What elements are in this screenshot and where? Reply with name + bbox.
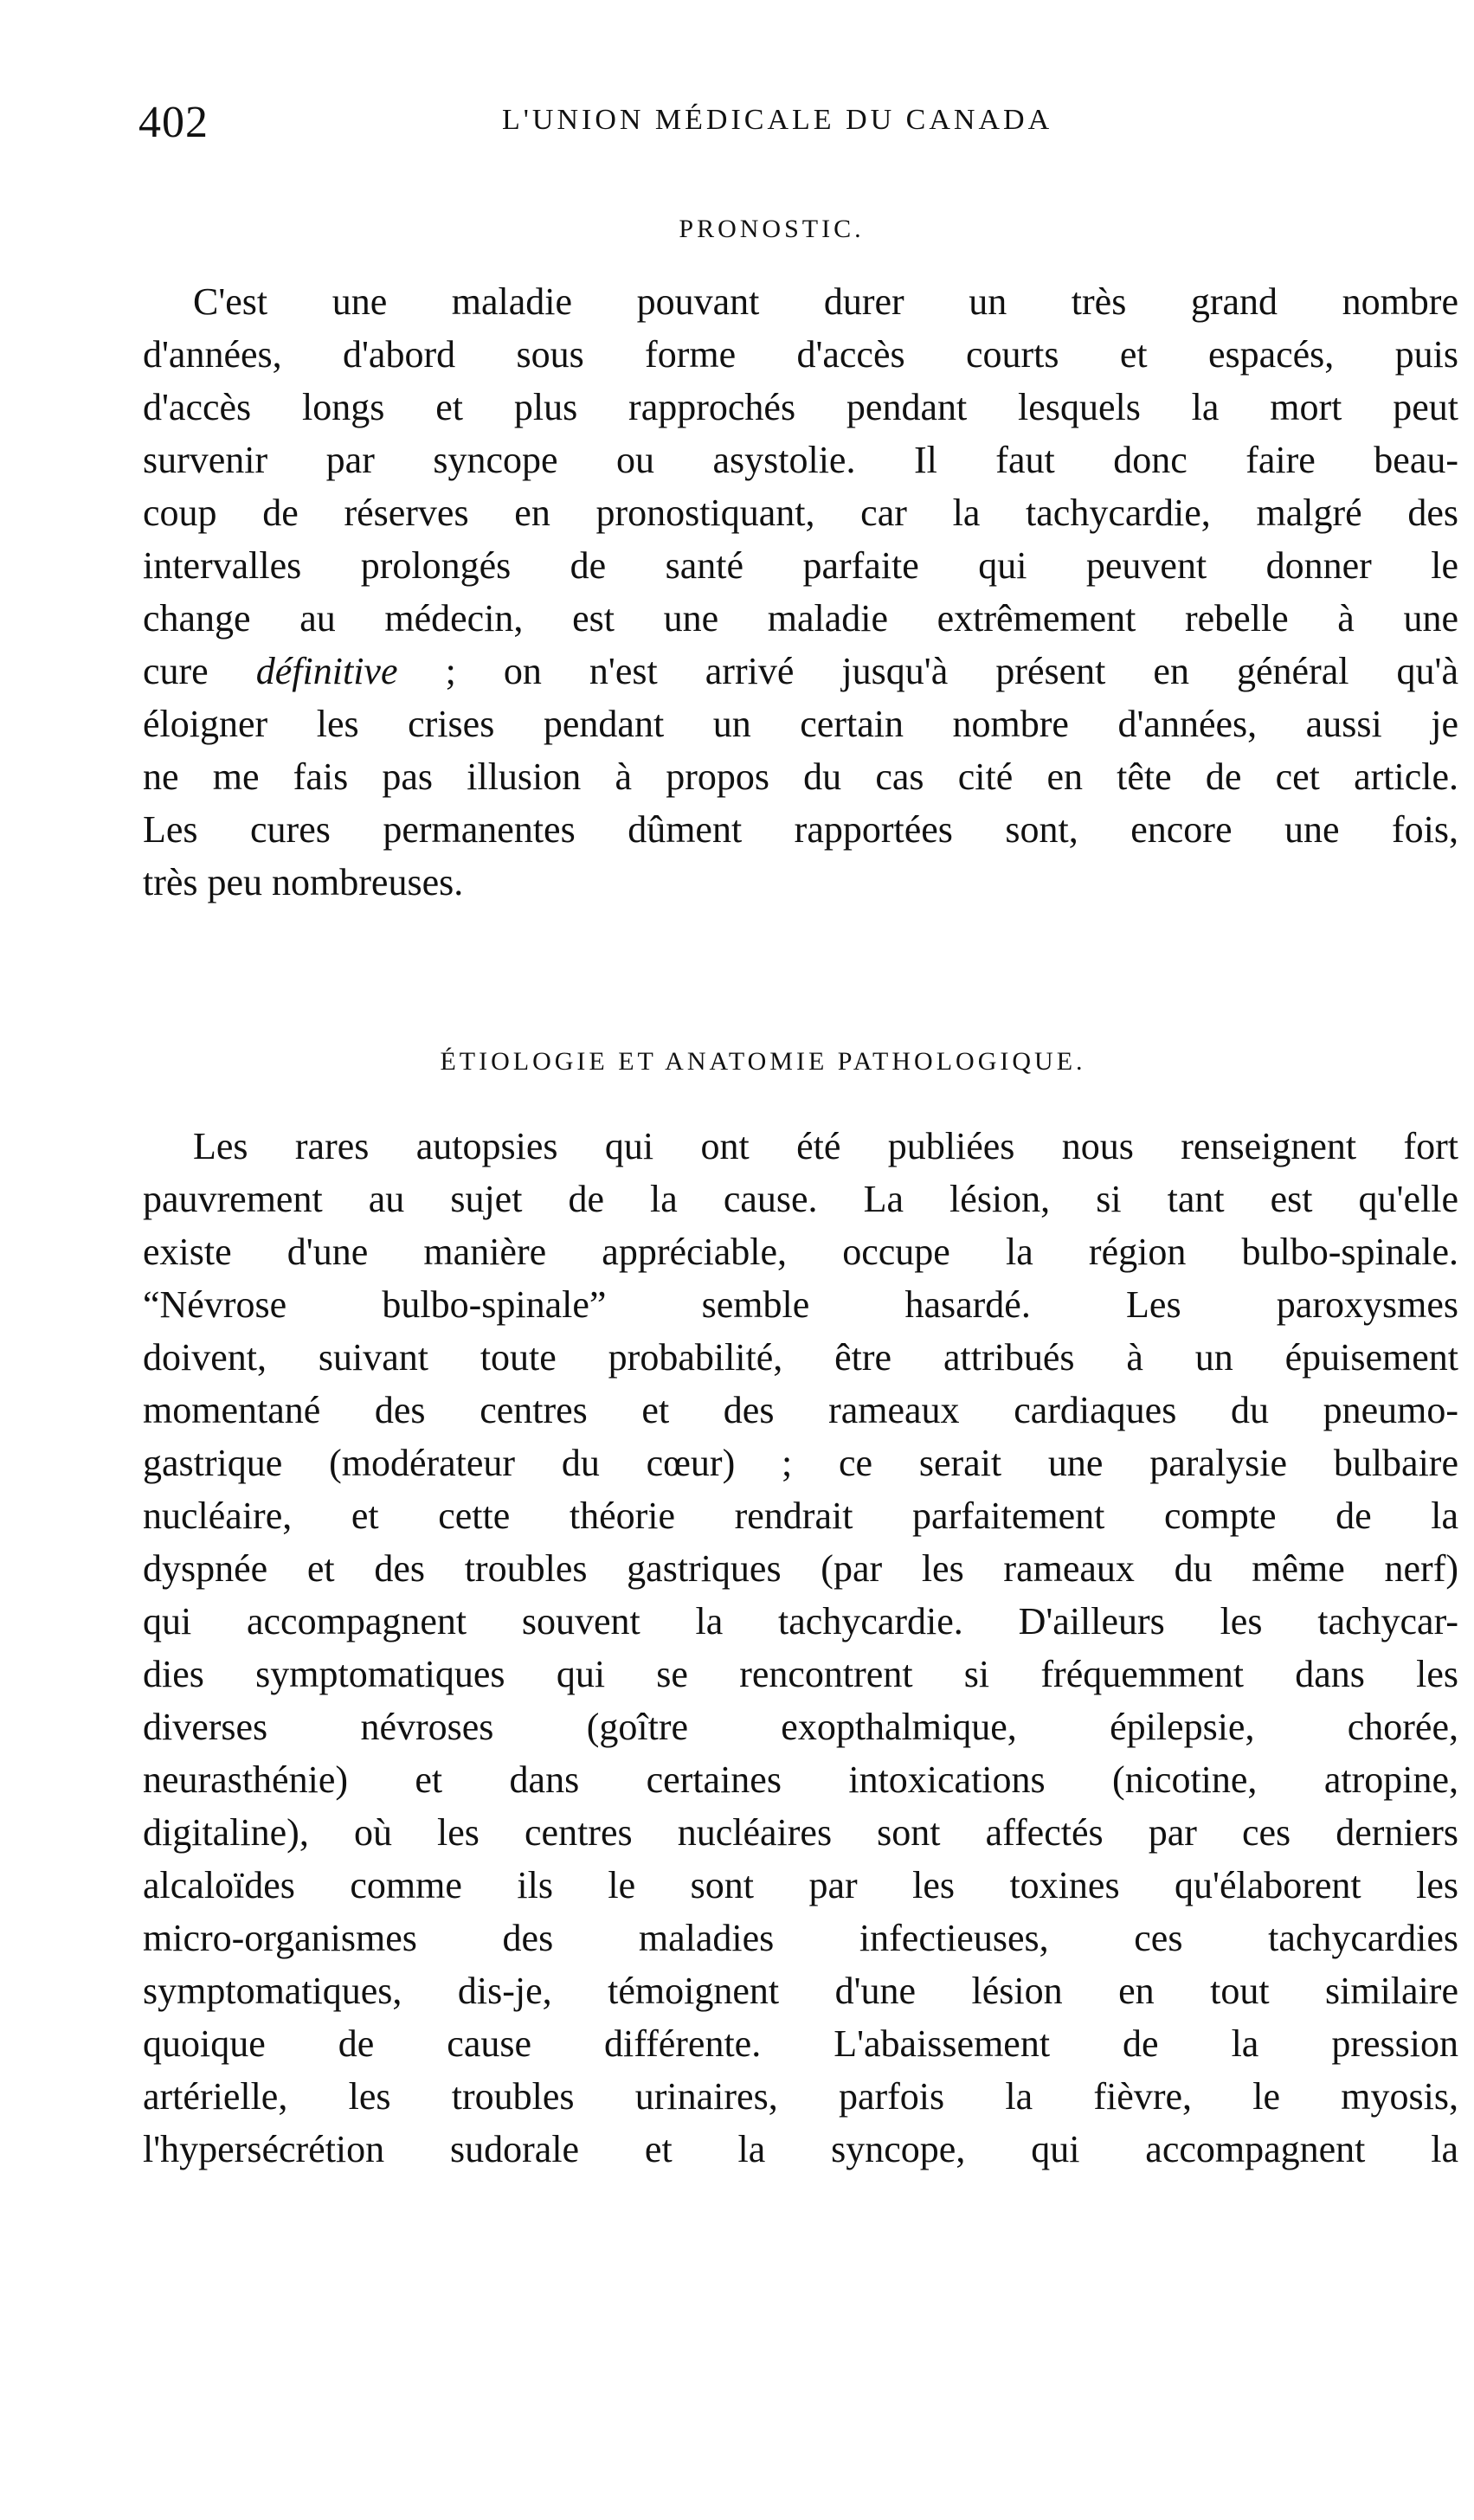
text-line: très peu nombreuses. bbox=[143, 861, 464, 903]
text-line: intervalles prolongés de santé parfaite qui peuvent donner le bbox=[143, 544, 1458, 587]
text-line: d'accès longs et plus rapprochés pendant lesquels la mort peut bbox=[143, 386, 1458, 428]
text-line: pauvrement au sujet de la cause. La lésion, si tant est qu'elle bbox=[143, 1178, 1458, 1220]
section-title-etiologie: ÉTIOLOGIE ET ANATOMIE PATHOLOGIQUE. bbox=[440, 1047, 1086, 1076]
page-number: 402 bbox=[138, 98, 209, 147]
section-title-pronostic: PRONOSTIC. bbox=[679, 215, 865, 243]
running-head: L'UNION MÉDICALE DU CANADA bbox=[502, 104, 1053, 136]
text-line: nucléaire, et cette théorie rendrait parfaitement compte de la bbox=[143, 1495, 1458, 1537]
text-line: momentané des centres et des rameaux cardiaques du pneumo- bbox=[143, 1389, 1458, 1431]
text-line: “Névrose bulbo-spinale” semble hasardé. Les paroxysmes bbox=[143, 1283, 1458, 1326]
text-line: micro-organismes des maladies infectieuses, ces tachycardies bbox=[143, 1917, 1458, 1959]
text-line: dyspnée et des troubles gastriques (par les rameaux du même nerf) bbox=[143, 1547, 1458, 1590]
text-line: diverses névroses (goître exopthalmique, épilepsie, chorée, bbox=[143, 1706, 1458, 1748]
text-line: existe d'une manière appréciable, occupe la région bulbo-spinale. bbox=[143, 1231, 1458, 1273]
text-line: symptomatiques, dis-je, témoignent d'une lésion en tout similaire bbox=[143, 1970, 1458, 2012]
text-line: qui accompagnent souvent la tachycardie. D'ailleurs les tachycar- bbox=[143, 1600, 1458, 1642]
paragraph-pronostic bbox=[143, 275, 1458, 909]
text-line: alcaloïdes comme ils le sont par les toxines qu'élaborent les bbox=[143, 1864, 1458, 1906]
emphasis-word: définitive bbox=[255, 650, 398, 692]
text-line: cure définitive ; on n'est arrivé jusqu'à présent en général qu'à bbox=[143, 650, 1458, 692]
text-line: survenir par syncope ou asystolie. Il faut donc faire beau- bbox=[143, 439, 1458, 481]
text-line: d'années, d'abord sous forme d'accès courts et espacés, puis bbox=[143, 333, 1458, 376]
text-line: digitaline), où les centres nucléaires sont affectés par ces derniers bbox=[143, 1811, 1458, 1854]
text-line: éloigner les crises pendant un certain nombre d'années, aussi je bbox=[143, 703, 1458, 745]
text-line: change au médecin, est une maladie extrêmement rebelle à une bbox=[143, 597, 1458, 640]
text-line: l'hypersécrétion sudorale et la syncope, qui accompagnent la bbox=[143, 2128, 1458, 2170]
text-line: neurasthénie) et dans certaines intoxications (nicotine, atropine, bbox=[143, 1758, 1458, 1801]
paragraph-etiologie bbox=[143, 1120, 1458, 2176]
text-line: artérielle, les troubles urinaires, parfois la fièvre, le myosis, bbox=[143, 2075, 1458, 2118]
text-line: doivent, suivant toute probabilité, être attribués à un épuisement bbox=[143, 1336, 1458, 1379]
text-line: Les rares autopsies qui ont été publiées nous renseignent fort bbox=[193, 1125, 1458, 1167]
text-line: Les cures permanentes dûment rapportées sont, encore une fois, bbox=[143, 808, 1458, 851]
text-line: gastrique (modérateur du cœur) ; ce serait une paralysie bulbaire bbox=[143, 1442, 1458, 1484]
text-line: coup de réserves en pronostiquant, car la tachycardie, malgré des bbox=[143, 492, 1458, 534]
text-line: C'est une maladie pouvant durer un très grand nombre bbox=[193, 280, 1458, 323]
text-line: dies symptomatiques qui se rencontrent si fréquemment dans les bbox=[143, 1653, 1458, 1695]
text-line: ne me fais pas illusion à propos du cas cité en tête de cet article. bbox=[143, 755, 1458, 798]
text-line: quoique de cause différente. L'abaissement de la pression bbox=[143, 2022, 1458, 2065]
